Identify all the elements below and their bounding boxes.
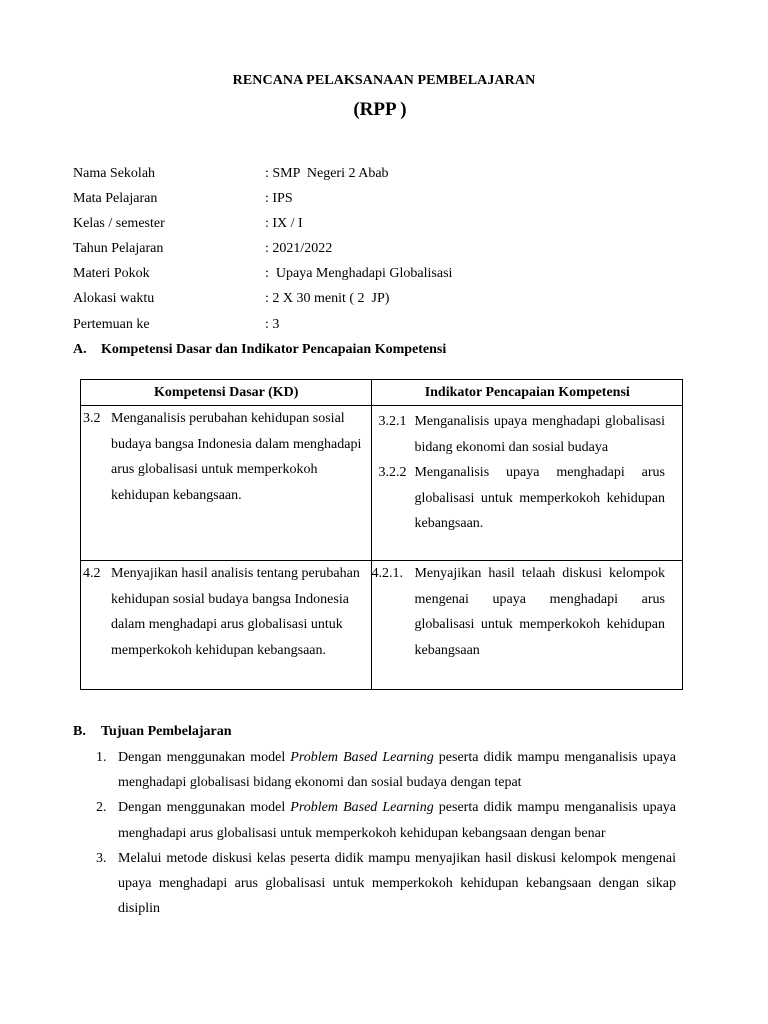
goal-text: Melalui metode diskusi kelas peserta didik mampu menyajikan hasil diskusi kelompok mengenai upaya menghadapi arus globalisasi untuk memperkokoh kehidupan kebangsaan dengan sikap disiplin — [118, 850, 676, 917]
goal-number: 1. — [96, 750, 107, 765]
kd-number: 3.2 — [83, 411, 101, 426]
goal-text: Dengan menggunakan model — [118, 750, 291, 765]
info-row-class — [73, 214, 693, 234]
info-label: Tahun Pelajaran — [73, 241, 164, 256]
kd-cell — [81, 561, 372, 690]
indicator-text: Menyajikan hasil telaah diskusi kelompok mengenai upaya menghadapi arus globalisasi untuk memperkokoh kehidupan kebangsaan — [414, 566, 665, 658]
indicator-cell — [372, 561, 683, 690]
info-row-time — [73, 289, 693, 309]
goal-italic-text: Problem Based Learning — [290, 800, 434, 816]
indicator-cell — [372, 406, 683, 561]
info-value: : IPS — [265, 191, 293, 206]
info-label: Nama Sekolah — [73, 166, 156, 181]
info-value: : 2 X 30 menit ( 2 JP) — [265, 291, 390, 306]
indicator-number: 3.2.1 — [378, 414, 407, 429]
section-a-heading — [73, 342, 446, 358]
info-label: Pertemuan ke — [73, 317, 150, 332]
section-title: Tujuan Pembelajaran — [101, 724, 232, 739]
column-header-indicator: Indikator Pencapaian Kompetensi — [372, 380, 683, 406]
info-row-meeting — [73, 315, 693, 335]
kd-cell — [81, 406, 372, 561]
indicator-text: Menganalisis upaya menghadapi arus globalisasi untuk memperkokoh kehidupan kebangsaan. — [414, 465, 665, 531]
info-row-school — [73, 164, 693, 184]
indicator-item — [372, 409, 682, 460]
competency-table — [80, 379, 683, 690]
list-item — [96, 795, 676, 845]
indicator-number: 4.2.1. — [371, 566, 403, 581]
kd-number: 4.2 — [83, 566, 101, 581]
indicator-text: Menganalisis upaya menghadapi globalisasi bidang ekonomi dan sosial budaya — [414, 414, 665, 455]
info-label: Kelas / semester — [73, 216, 165, 231]
goal-text: Dengan menggunakan model — [118, 800, 291, 816]
kd-text: Menyajikan hasil analisis tentang perubahan kehidupan sosial budaya bangsa Indonesia dalam menghadapi arus globalisasi untuk memperkokoh kehidupan kebangsaan. — [111, 566, 360, 658]
info-label: Materi Pokok — [73, 266, 150, 281]
info-label: Alokasi waktu — [73, 291, 155, 306]
section-letter: A. — [73, 342, 87, 357]
kd-text: Menganalisis perubahan kehidupan sosial budaya bangsa Indonesia dalam menghadapi arus globalisasi untuk memperkokoh kehidupan kebangsaan. — [111, 411, 362, 503]
info-row-year — [73, 239, 693, 259]
goal-italic-text: Problem Based Learning — [290, 750, 434, 765]
goal-number: 2. — [96, 800, 107, 816]
info-value: : IX / I — [265, 216, 303, 231]
goal-number: 3. — [96, 850, 107, 866]
indicator-item — [372, 460, 682, 537]
section-b-heading — [73, 724, 232, 740]
table-header-row — [81, 380, 683, 406]
info-label: Mata Pelajaran — [73, 191, 158, 206]
info-row-topic — [73, 264, 693, 284]
table-row — [81, 561, 683, 690]
column-header-kd: Kompetensi Dasar (KD) — [81, 380, 372, 406]
document-subtitle: (RPP ) — [353, 99, 407, 120]
section-title: Kompetensi Dasar dan Indikator Pencapaian Kompetensi — [101, 342, 447, 357]
info-value: : Upaya Menghadapi Globalisasi — [265, 266, 453, 281]
goal-text-continued: peserta didik mampu menganalisis upaya menghadapi arus globalisasi untuk memperkokoh kehidupan kebangsaan dengan benar — [118, 800, 677, 841]
learning-goals-list — [96, 745, 676, 921]
list-item — [96, 745, 676, 795]
indicator-item — [372, 561, 682, 663]
section-letter: B. — [73, 724, 86, 739]
info-value: : 3 — [265, 317, 280, 332]
info-row-subject — [73, 189, 693, 209]
table-row — [81, 406, 683, 561]
info-value: : SMP Negeri 2 Abab — [265, 166, 389, 181]
list-item — [96, 846, 676, 922]
document-title: RENCANA PELAKSANAAN PEMBELAJARAN — [232, 73, 536, 88]
indicator-number: 3.2.2 — [378, 465, 407, 480]
info-value: : 2021/2022 — [265, 241, 333, 256]
goal-text-continued: peserta didik mampu menganalisis upaya menghadapi globalisasi bidang ekonomi dan sosial budaya dengan tepat — [118, 750, 677, 791]
